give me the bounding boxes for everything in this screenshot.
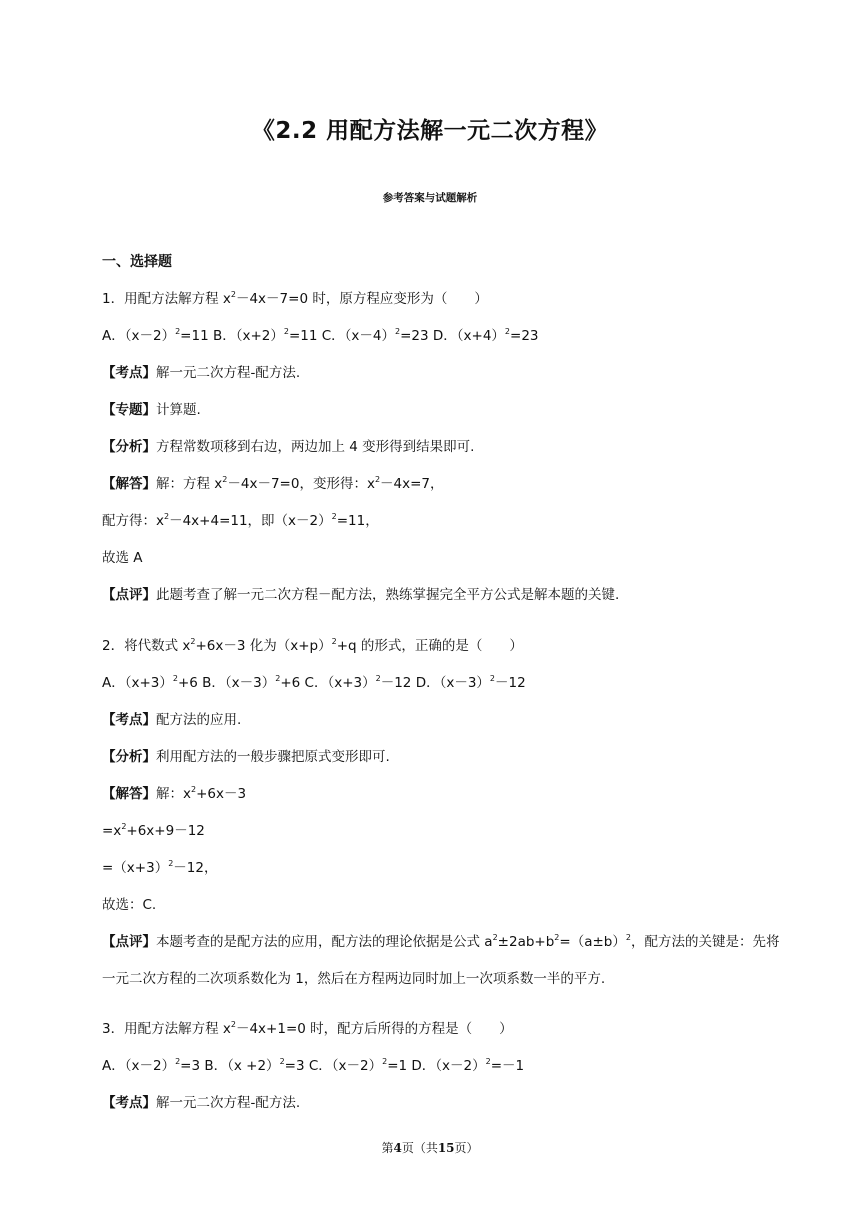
q2-options: A．$(x+3)^2+6$ B．$(x-3)^2+6$ C．$(x+3)^2-12$ D．$(x-3)^2-12$: [102, 674, 526, 691]
q1-answer: 故选 A: [102, 550, 143, 566]
q3-options: A．$(x-2)^2=3$ B．$(x +2)^2=3$ C．$(x-2)^2=1$ D．$(x-2)^2=-1$: [102, 1057, 525, 1074]
q2-fenxi: 【分析】利用配方法的一般步骤把原式变形即可.: [102, 749, 390, 765]
page-footer: 第4页（共15页）: [381, 1141, 479, 1155]
q1-fenxi: 【分析】方程常数项移到右边，两边加上 4 变形得到结果即可.: [102, 439, 475, 455]
total-page-number: 15: [437, 1141, 455, 1155]
q1-peifang: 配方得：$x^2-4x+4=11$，即$(x-2)^2=11$，: [102, 512, 379, 529]
q2-step2: $=(x+3)^2-12$，: [102, 859, 218, 876]
q2-step1: $=x^2+6x+9-12$: [102, 822, 205, 839]
q1-stem: 1．用配方法解方程 $x^2-4x-7=0$ 时，原方程应变形为（ ）: [102, 290, 488, 307]
q3-stem: 3．用配方法解方程 $x^2-4x+1=0$ 时，配方后所得的方程是（ ）: [102, 1020, 513, 1037]
q2-answer: 故选：C.: [102, 897, 157, 913]
q2-jieda: 【解答】解：$x^2+6x-3$: [102, 785, 247, 802]
section-heading: 一、选择题: [102, 254, 172, 270]
q2-dianping: 【点评】本题考查的是配方法的应用，配方法的理论依据是公式 $a^2\pm 2ab+b^2=(a\pm b)^2$，配方法的关键是：先将一元二次方程的二次项系数化为 1，然后在方程两边同时加上一次项系数一半的平方.: [102, 933, 780, 987]
document-subtitle: 参考答案与试题解析: [382, 192, 478, 204]
q1-jieda: 【解答】解：方程 $x^2-4x-7=0$，变形得：$x^2-4x=7$，: [102, 475, 444, 492]
document-body: [102, 253, 792, 1131]
q1-kaodian: 【考点】解一元二次方程-配方法.: [102, 365, 301, 381]
document-title: 《2.2 用配方法解一元二次方程》: [251, 118, 609, 144]
q1-dianping: 【点评】此题考查了解一元二次方程－配方法，熟练掌握完全平方公式是解本题的关键.: [102, 587, 620, 603]
q3-kaodian: 【考点】解一元二次方程-配方法.: [102, 1095, 301, 1111]
q2-kaodian: 【考点】配方法的应用.: [102, 712, 242, 728]
q1-options: A．$(x-2)^2=11$ B．$(x+2)^2=11$ C．$(x-4)^2=23$ D．$(x+4)^2=23$: [102, 327, 539, 344]
q1-zhuanti: 【专题】计算题.: [102, 402, 201, 418]
current-page-number: 4: [393, 1141, 402, 1155]
q2-stem: 2．将代数式 $x^2+6x-3$ 化为$(x+p)^2+q$ 的形式，正确的是（ ）: [102, 637, 523, 654]
